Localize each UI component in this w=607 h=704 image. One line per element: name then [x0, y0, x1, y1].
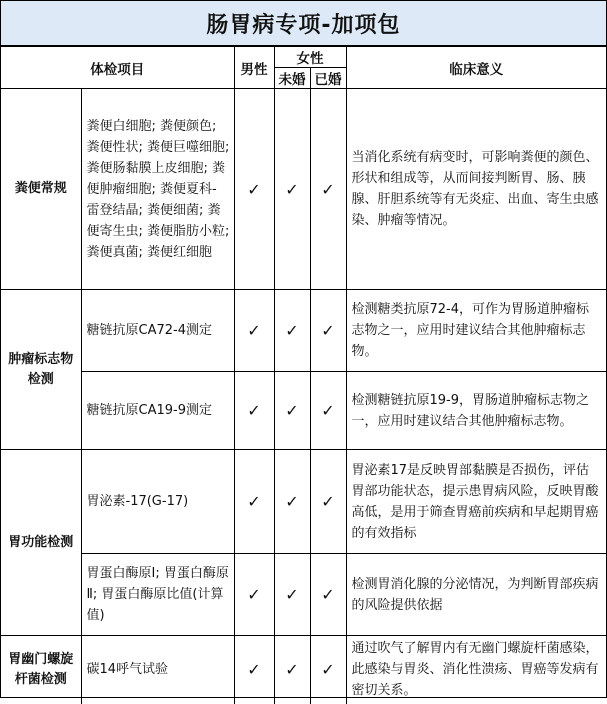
male-check-mark: ✓: [234, 554, 274, 636]
table-row: [1, 636, 606, 704]
header-unmarried: 未婚: [274, 68, 310, 89]
header-female: 女性: [274, 47, 346, 68]
clinical-desc-cell: 胃泌素17是反映胃部黏膜是否损伤，评估胃部功能状态，提示患胃病风险，反映胃酸高低，是用于筛查胃癌前疾病和早起期胃癌的有效指标: [346, 450, 606, 554]
male-check-mark: ✓: [234, 89, 274, 290]
unmarried-check-mark: ✓: [274, 636, 310, 704]
exam-item-cell: 碳14呼气试验: [81, 636, 234, 704]
unmarried-check-mark: ✓: [274, 290, 310, 372]
category-cell: 粪便常规: [1, 89, 81, 290]
clinical-desc-cell: 检测胃消化腺的分泌情况，为判断胃部疾病的风险提供依据: [346, 554, 606, 636]
exam-item-cell: 糖链抗原CA19-9测定: [81, 372, 234, 450]
category-cell: 胃功能检测: [1, 450, 81, 636]
table-row: [1, 290, 606, 372]
clinical-desc-cell: 检测糖类抗原72-4，可作为胃肠道肿瘤标志物之一，应用时建议结合其他肿瘤标志物。: [346, 290, 606, 372]
exam-table: [1, 46, 606, 704]
unmarried-check-mark: ✓: [274, 89, 310, 290]
unmarried-check-mark: ✓: [274, 372, 310, 450]
header-male: 男性: [234, 47, 274, 89]
page-title: 肠胃病专项-加项包: [1, 1, 606, 46]
married-check-mark: ✓: [310, 372, 346, 450]
table-row: [1, 89, 606, 290]
male-check-mark: ✓: [234, 290, 274, 372]
married-check-mark: ✓: [310, 290, 346, 372]
male-check-mark: ✓: [234, 372, 274, 450]
married-check-mark: ✓: [310, 554, 346, 636]
exam-item-cell: 糖链抗原CA72-4测定: [81, 290, 234, 372]
unmarried-check-mark: ✓: [274, 554, 310, 636]
married-check-mark: ✓: [310, 89, 346, 290]
unmarried-check-mark: ✓: [274, 450, 310, 554]
clinical-desc-cell: 通过吹气了解胃内有无幽门螺旋杆菌感染，此感染与胃炎、消化性溃疡、胃癌等发病有密切关系。: [346, 636, 606, 704]
male-check-mark: ✓: [234, 636, 274, 704]
header-clinical: 临床意义: [346, 47, 606, 89]
header-married: 已婚: [310, 68, 346, 89]
table-row: [1, 450, 606, 554]
category-cell: 肿瘤标志物检测: [1, 290, 81, 450]
header-item: 体检项目: [1, 47, 234, 89]
male-check-mark: ✓: [234, 450, 274, 554]
table-row: [1, 554, 606, 636]
clinical-desc-cell: 当消化系统有病变时，可影响粪便的颜色、形状和组成等，从而间接判断胃、肠、胰腺、肝胆系统等有无炎症、出血、寄生虫感染、肿瘤等情况。: [346, 89, 606, 290]
exam-item-cell: 胃蛋白酶原Ⅰ; 胃蛋白酶原Ⅱ; 胃蛋白酶原比值(计算值): [81, 554, 234, 636]
clinical-desc-cell: 检测糖链抗原19-9，胃肠道肿瘤标志物之一，应用时建议结合其他肿瘤标志物。: [346, 372, 606, 450]
category-cell: 胃幽门螺旋杆菌检测: [1, 636, 81, 704]
married-check-mark: ✓: [310, 450, 346, 554]
exam-item-cell: 粪便白细胞; 粪便颜色; 粪便性状; 粪便巨噬细胞; 粪便肠黏膜上皮细胞; 粪便肿瘤细胞; 粪便夏科-雷登结晶; 粪便细菌; 粪便寄生虫; 粪便脂肪小粒; 粪便真菌; 粪便红细胞: [81, 89, 234, 290]
married-check-mark: ✓: [310, 636, 346, 704]
table-row: [1, 372, 606, 450]
exam-item-cell: 胃泌素-17(G-17): [81, 450, 234, 554]
